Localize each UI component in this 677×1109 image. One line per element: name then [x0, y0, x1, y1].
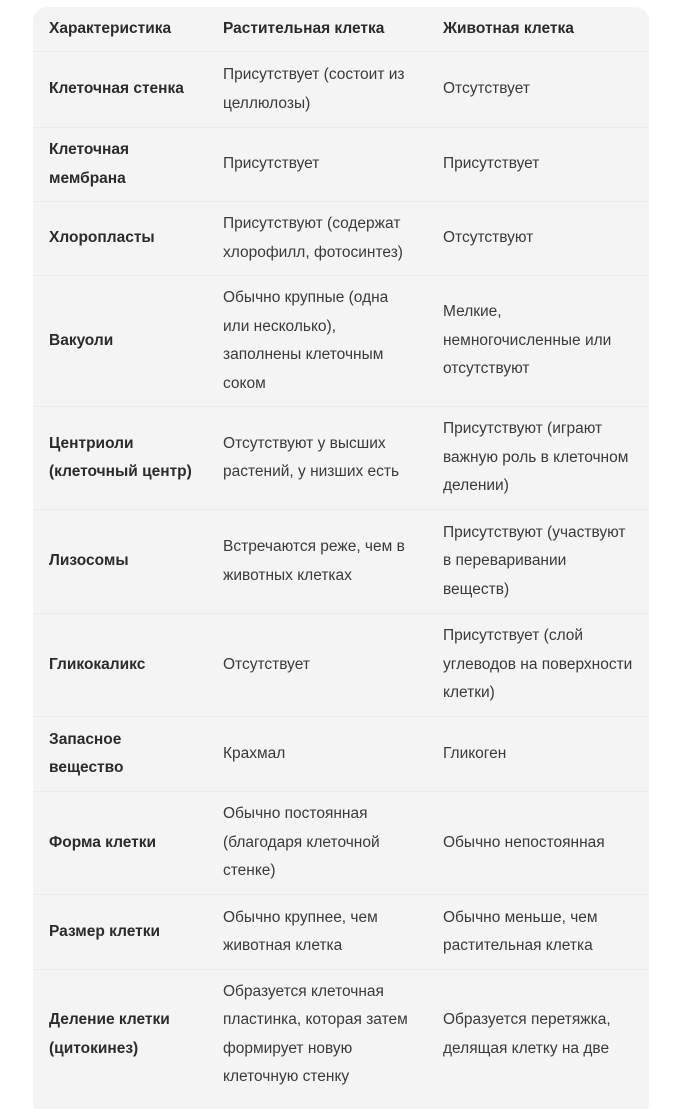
row-animal-value: Обычно непостоянная	[443, 833, 605, 851]
row-plant-value: Обычно крупнее, чем животная клетка	[223, 908, 378, 954]
table-row	[33, 276, 649, 407]
table-row	[33, 202, 649, 276]
row-animal-value: Отсутствует	[443, 80, 530, 98]
header-feature: Характеристика	[49, 19, 172, 37]
row-feature: Вакуоли	[49, 331, 114, 349]
row-plant-value: Образуется клеточная пластинка, которая затем формирует новую клеточную стенку	[223, 982, 408, 1086]
row-plant-value: Отсутствуют у высших растений, у низших есть	[223, 434, 400, 480]
row-feature: Хлоропласты	[49, 229, 155, 247]
table-row	[33, 717, 649, 792]
table-row	[33, 407, 649, 510]
table-row	[33, 510, 649, 614]
comparison-table	[33, 7, 649, 1100]
row-feature: Форма клетки	[49, 833, 157, 851]
row-animal-value: Присутствует (слой углеводов на поверхности клетки)	[443, 627, 633, 702]
header-row	[33, 7, 649, 52]
table-header	[33, 7, 649, 52]
row-animal-value: Образуется перетяжка, делящая клетку на две	[443, 1011, 611, 1057]
row-feature: Гликокаликс	[49, 655, 146, 673]
row-animal-value: Присутствуют (участвуют в переваривании веществ)	[443, 523, 626, 598]
header-plant-cell: Растительная клетка	[223, 19, 385, 37]
row-plant-value: Обычно крупные (одна или несколько), заполнены клеточным соком	[223, 289, 389, 392]
row-feature: Запасное вещество	[49, 730, 124, 776]
row-plant-value: Отсутствует	[223, 655, 310, 673]
row-plant-value: Крахмал	[223, 744, 286, 762]
row-feature: Центриоли (клеточный центр)	[49, 434, 192, 480]
row-feature: Клеточная стенка	[49, 80, 184, 98]
table-row	[33, 792, 649, 895]
row-animal-value: Гликоген	[443, 744, 507, 762]
table-row	[33, 614, 649, 717]
row-animal-value: Присутствует	[443, 155, 540, 173]
row-feature: Клеточная мембрана	[49, 141, 130, 187]
row-plant-value: Встречаются реже, чем в животных клетках	[223, 538, 405, 584]
table-row	[33, 970, 649, 1100]
row-plant-value: Присутствует (состоит из целлюлозы)	[223, 66, 405, 112]
row-plant-value: Присутствуют (содержат хлорофилл, фотосинтез)	[223, 215, 403, 261]
row-animal-value: Мелкие, немногочисленные или отсутствуют	[443, 303, 612, 378]
header-animal-cell: Животная клетка	[443, 19, 574, 37]
row-plant-value: Обычно постоянная (благодаря клеточной стенке)	[223, 805, 380, 880]
row-plant-value: Присутствует	[223, 155, 320, 173]
row-animal-value: Обычно меньше, чем растительная клетка	[443, 908, 598, 954]
table-row	[33, 895, 649, 970]
row-feature: Лизосомы	[49, 552, 129, 570]
table-row	[33, 52, 649, 128]
table-body	[33, 52, 649, 1100]
row-feature: Деление клетки (цитокинез)	[49, 1011, 170, 1057]
row-animal-value: Присутствуют (играют важную роль в клеточном делении)	[443, 420, 629, 495]
row-feature: Размер клетки	[49, 922, 161, 940]
table-row	[33, 128, 649, 202]
row-animal-value: Отсутствуют	[443, 229, 534, 247]
comparison-table-card	[33, 7, 649, 1109]
